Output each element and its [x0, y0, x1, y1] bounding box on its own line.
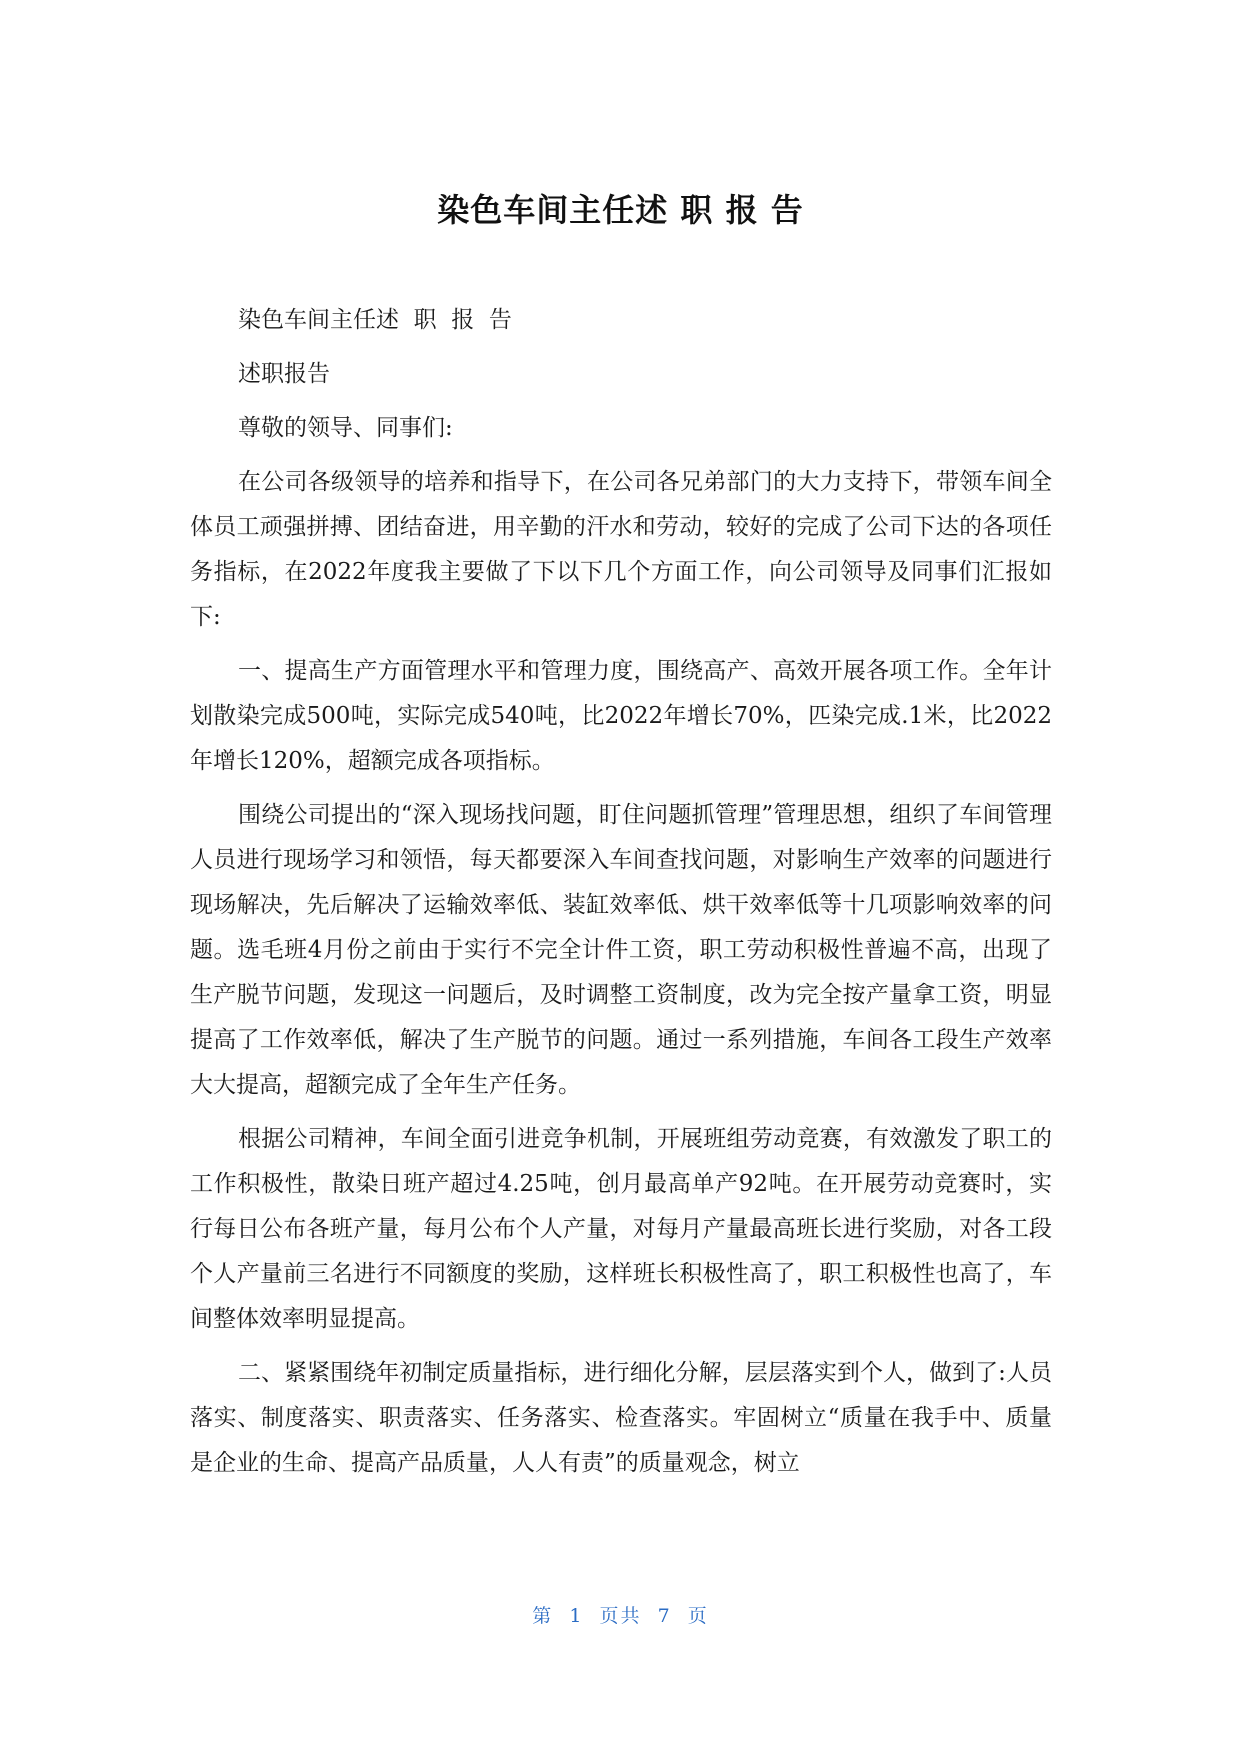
document-body — [190, 298, 1052, 1495]
paragraph-salutation: 尊敬的领导、同事们: — [238, 415, 453, 441]
document-title: 染色车间主任述 职 报 告 — [437, 191, 804, 229]
paragraph-intro: 在公司各级领导的培养和指导下，在公司各兄弟部门的大力支持下，带领车间全体员工顽强拼搏、团结奋进，用辛勤的汗水和劳动，较好的完成了公司下达的各项任务指标，在2022年度我主要做了下以下几个方面工作，向公司领导及同事们汇报如下: — [190, 469, 1052, 630]
paragraph-subtitle: 述职报告 — [238, 361, 330, 387]
paragraph-section-1: 一、提高生产方面管理水平和管理力度，围绕高产、高效开展各项工作。全年计划散染完成500吨，实际完成540吨，比2022年增长70%，匹染完成.1米，比2022年增长120%，超额完成各项指标。 — [190, 658, 1052, 774]
page-number-footer: 第 1 页共 7 页 — [532, 1605, 709, 1627]
paragraph-section-2: 二、紧紧围绕年初制定质量指标，进行细化分解，层层落实到个人，做到了:人员落实、制度落实、职责落实、任务落实、检查落实。牢固树立“质量在我手中、质量是企业的生命、提高产品质量，人人有责”的质量观念，树立 — [190, 1360, 1052, 1476]
paragraph-management: 围绕公司提出的“深入现场找问题，盯住问题抓管理”管理思想，组织了车间管理人员进行现场学习和领悟，每天都要深入车间查找问题，对影响生产效率的问题进行现场解决，先后解决了运输效率低、装缸效率低、烘干效率低等十几项影响效率的问题。选毛班4月份之前由于实行不完全计件工资，职工劳动积极性普遍不高，出现了生产脱节问题，发现这一问题后，及时调整工资制度，改为完全按产量拿工资，明显提高了工作效率低，解决了生产脱节的问题。通过一系列措施，车间各工段生产效率大大提高，超额完成了全年生产任务。 — [190, 802, 1052, 1098]
paragraph-heading-repeat: 染色车间主任述 职 报 告 — [238, 307, 512, 333]
paragraph-competition: 根据公司精神，车间全面引进竞争机制，开展班组劳动竞赛，有效激发了职工的工作积极性，散染日班产超过4.25吨，创月最高单产92吨。在开展劳动竞赛时，实行每日公布各班产量，每月公布个人产量，对每月产量最高班长进行奖励，对各工段个人产量前三名进行不同额度的奖励，这样班长积极性高了，职工积极性也高了，车间整体效率明显提高。 — [190, 1126, 1052, 1332]
